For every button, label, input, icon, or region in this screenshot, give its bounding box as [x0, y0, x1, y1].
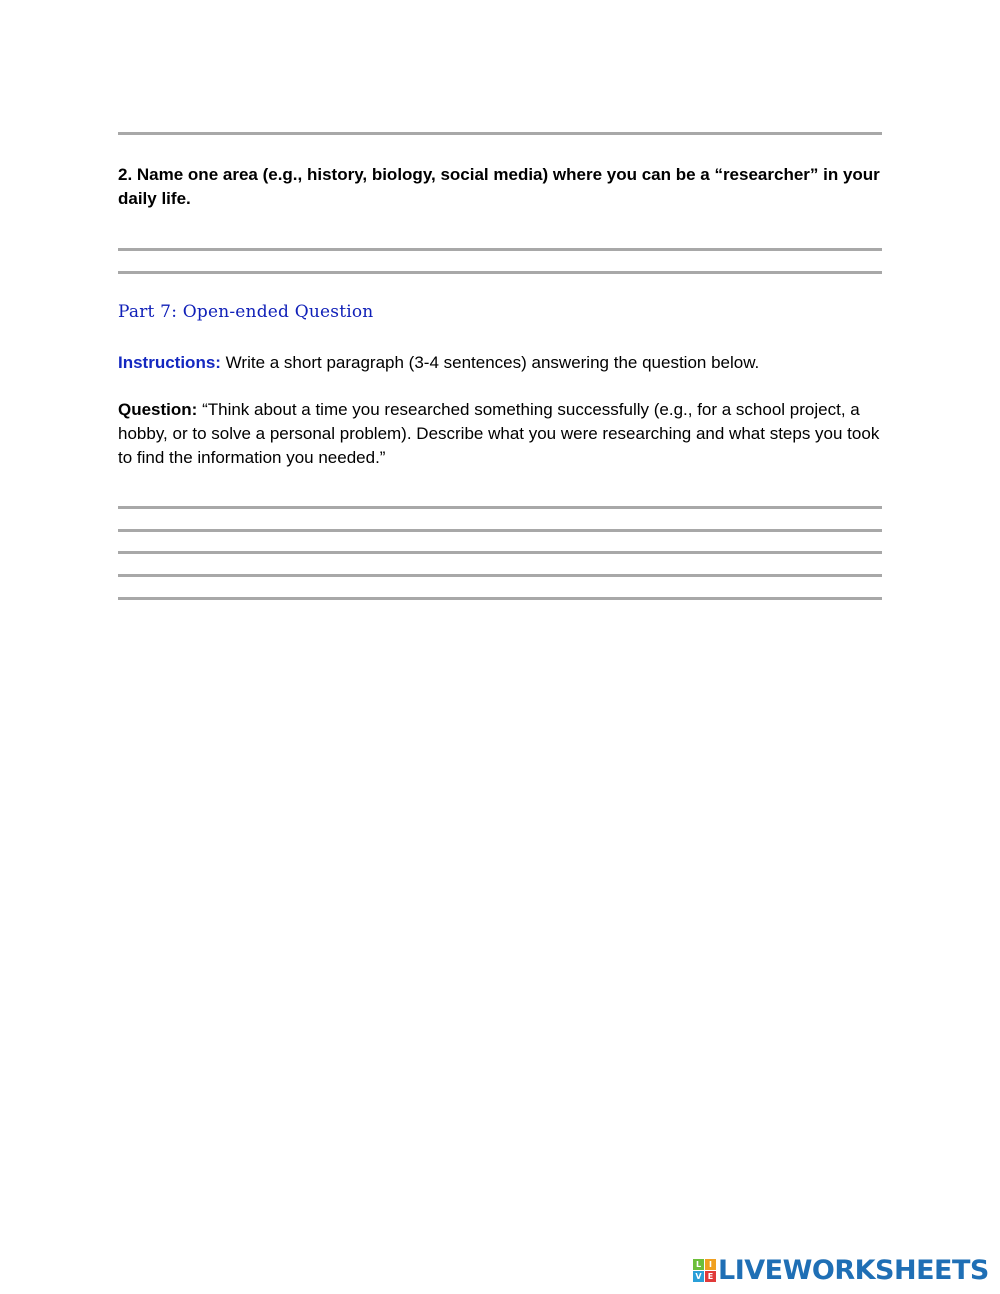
answer-line[interactable]: [118, 506, 882, 509]
answer-line[interactable]: [118, 248, 882, 251]
question-paragraph: [118, 398, 888, 470]
logo-mark-letter: I: [705, 1259, 716, 1270]
logo-mark-icon: [693, 1259, 716, 1282]
liveworksheets-logo: [693, 1255, 989, 1285]
logo-mark-letter: E: [705, 1271, 716, 1282]
logo-text: LIVEWORKSHEETS: [718, 1254, 989, 1286]
answer-line[interactable]: [118, 597, 882, 600]
question-text: “Think about a time you researched something successfully (e.g., for a school project, a hobby, or to solve a personal problem). Describe what you were researching and what steps you took to find the information you needed.”: [118, 400, 880, 467]
answer-line[interactable]: [118, 551, 882, 554]
answer-line[interactable]: [118, 271, 882, 274]
answer-line[interactable]: [118, 132, 882, 135]
logo-mark-letter: V: [693, 1271, 704, 1282]
logo-mark-letter: L: [693, 1259, 704, 1270]
answer-line[interactable]: [118, 529, 882, 532]
part-7-heading: Part 7: Open-ended Question: [118, 302, 374, 322]
instructions-paragraph: [118, 351, 888, 375]
instructions-label: Instructions:: [118, 353, 221, 372]
answer-line[interactable]: [118, 574, 882, 577]
question-label: Question:: [118, 400, 198, 419]
instructions-text: Write a short paragraph (3-4 sentences) answering the question below.: [220, 353, 760, 372]
question-2-text: 2. Name one area (e.g., history, biology, social media) where you can be a “researcher” in your daily life.: [118, 165, 880, 208]
